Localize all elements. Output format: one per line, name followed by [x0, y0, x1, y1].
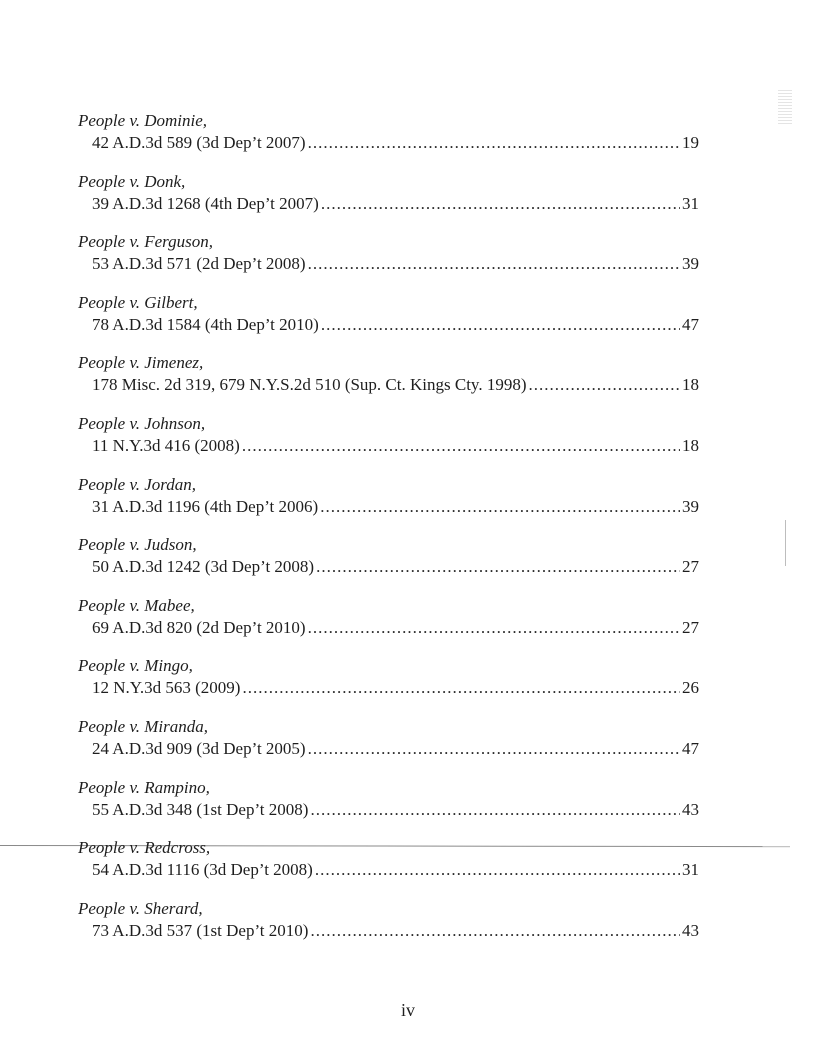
case-name: People v. Johnson,	[78, 413, 206, 433]
toc-entry	[78, 595, 699, 656]
citation-line	[78, 617, 699, 639]
page-reference: 18	[682, 435, 699, 455]
citation: 24 A.D.3d 909 (3d Dep’t 2005)	[92, 738, 306, 758]
toc-entry	[78, 231, 699, 292]
case-name: People v. Mabee,	[78, 595, 195, 615]
page-reference: 39	[682, 254, 699, 274]
case-name: People v. Jordan,	[78, 474, 197, 494]
case-name: People v. Redcross,	[78, 838, 211, 858]
toc-entry	[78, 777, 699, 838]
citation-line	[78, 859, 699, 881]
toc-entry	[78, 655, 699, 716]
citation: 31 A.D.3d 1196 (4th Dep’t 2006)	[92, 496, 319, 516]
page-reference: 31	[682, 860, 699, 880]
dot-leader	[321, 193, 680, 215]
citation: 39 A.D.3d 1268 (4th Dep’t 2007)	[92, 193, 319, 213]
page-reference: 18	[682, 375, 699, 395]
dot-leader	[242, 435, 680, 457]
citation-line	[78, 193, 699, 215]
scan-artifact	[778, 90, 792, 124]
case-name: People v. Ferguson,	[78, 232, 214, 252]
toc-entry	[78, 837, 699, 898]
toc-entry	[78, 292, 699, 353]
page-reference: 27	[682, 557, 699, 577]
citation-line	[78, 677, 699, 699]
dot-leader	[310, 799, 680, 821]
page-reference: 47	[682, 738, 699, 758]
toc-entry	[78, 413, 699, 474]
citation-line	[78, 920, 699, 942]
case-name: People v. Mingo,	[78, 656, 193, 676]
case-name: People v. Gilbert,	[78, 292, 198, 312]
dot-leader	[308, 738, 680, 760]
case-name: People v. Miranda,	[78, 716, 208, 736]
toc-entry	[78, 110, 699, 171]
dot-leader	[242, 677, 680, 699]
dot-leader	[310, 920, 680, 942]
citation: 73 A.D.3d 537 (1st Dep’t 2010)	[92, 920, 309, 940]
dot-leader	[528, 374, 680, 396]
citation: 54 A.D.3d 1116 (3d Dep’t 2008)	[92, 860, 313, 880]
toc-entry	[78, 171, 699, 232]
page-reference: 39	[682, 496, 699, 516]
page-reference: 31	[682, 193, 699, 213]
case-name: People v. Jimenez,	[78, 353, 204, 373]
case-name: People v. Dominie,	[78, 111, 208, 130]
dot-leader	[320, 496, 680, 518]
dot-leader	[308, 132, 680, 154]
citation-line	[78, 314, 699, 336]
citation-line	[78, 253, 699, 275]
page-number: iv	[400, 1000, 415, 1020]
citation: 55 A.D.3d 348 (1st Dep’t 2008)	[92, 799, 309, 819]
toc-entry	[78, 898, 699, 959]
citation: 53 A.D.3d 571 (2d Dep’t 2008)	[92, 254, 306, 274]
scan-artifact-edge	[785, 520, 786, 566]
toc-entry	[78, 716, 699, 777]
case-name: People v. Judson,	[78, 535, 197, 555]
table-of-authorities	[78, 110, 699, 958]
citation-line	[78, 799, 699, 821]
page-reference: 43	[682, 920, 699, 940]
citation-line	[78, 374, 699, 396]
dot-leader	[308, 617, 680, 639]
citation: 69 A.D.3d 820 (2d Dep’t 2010)	[92, 617, 306, 637]
toc-entry	[78, 534, 699, 595]
citation-line	[78, 435, 699, 457]
case-name: People v. Donk,	[78, 171, 186, 191]
dot-leader	[316, 556, 680, 578]
citation-line	[78, 496, 699, 518]
toc-entry	[78, 352, 699, 413]
toc-entry	[78, 474, 699, 535]
page-reference: 26	[682, 678, 699, 698]
page-reference: 19	[682, 133, 699, 152]
dot-leader	[315, 859, 680, 881]
citation: 12 N.Y.3d 563 (2009)	[92, 678, 241, 698]
citation-line	[78, 738, 699, 760]
citation: 178 Misc. 2d 319, 679 N.Y.S.2d 510 (Sup. Ct. Kings Cty. 1998)	[92, 375, 527, 395]
page-reference: 47	[682, 314, 699, 334]
citation-line	[78, 556, 699, 578]
page-reference: 27	[682, 617, 699, 637]
citation: 11 N.Y.3d 416 (2008)	[92, 435, 240, 455]
dot-leader	[321, 314, 680, 336]
page-reference: 43	[682, 799, 699, 819]
citation-line	[78, 132, 699, 154]
citation: 42 A.D.3d 589 (3d Dep’t 2007)	[92, 133, 306, 152]
case-name: People v. Rampino,	[78, 777, 210, 797]
dot-leader	[308, 253, 680, 275]
citation: 78 A.D.3d 1584 (4th Dep’t 2010)	[92, 314, 319, 334]
citation: 50 A.D.3d 1242 (3d Dep’t 2008)	[92, 557, 315, 577]
case-name: People v. Sherard,	[78, 898, 203, 918]
